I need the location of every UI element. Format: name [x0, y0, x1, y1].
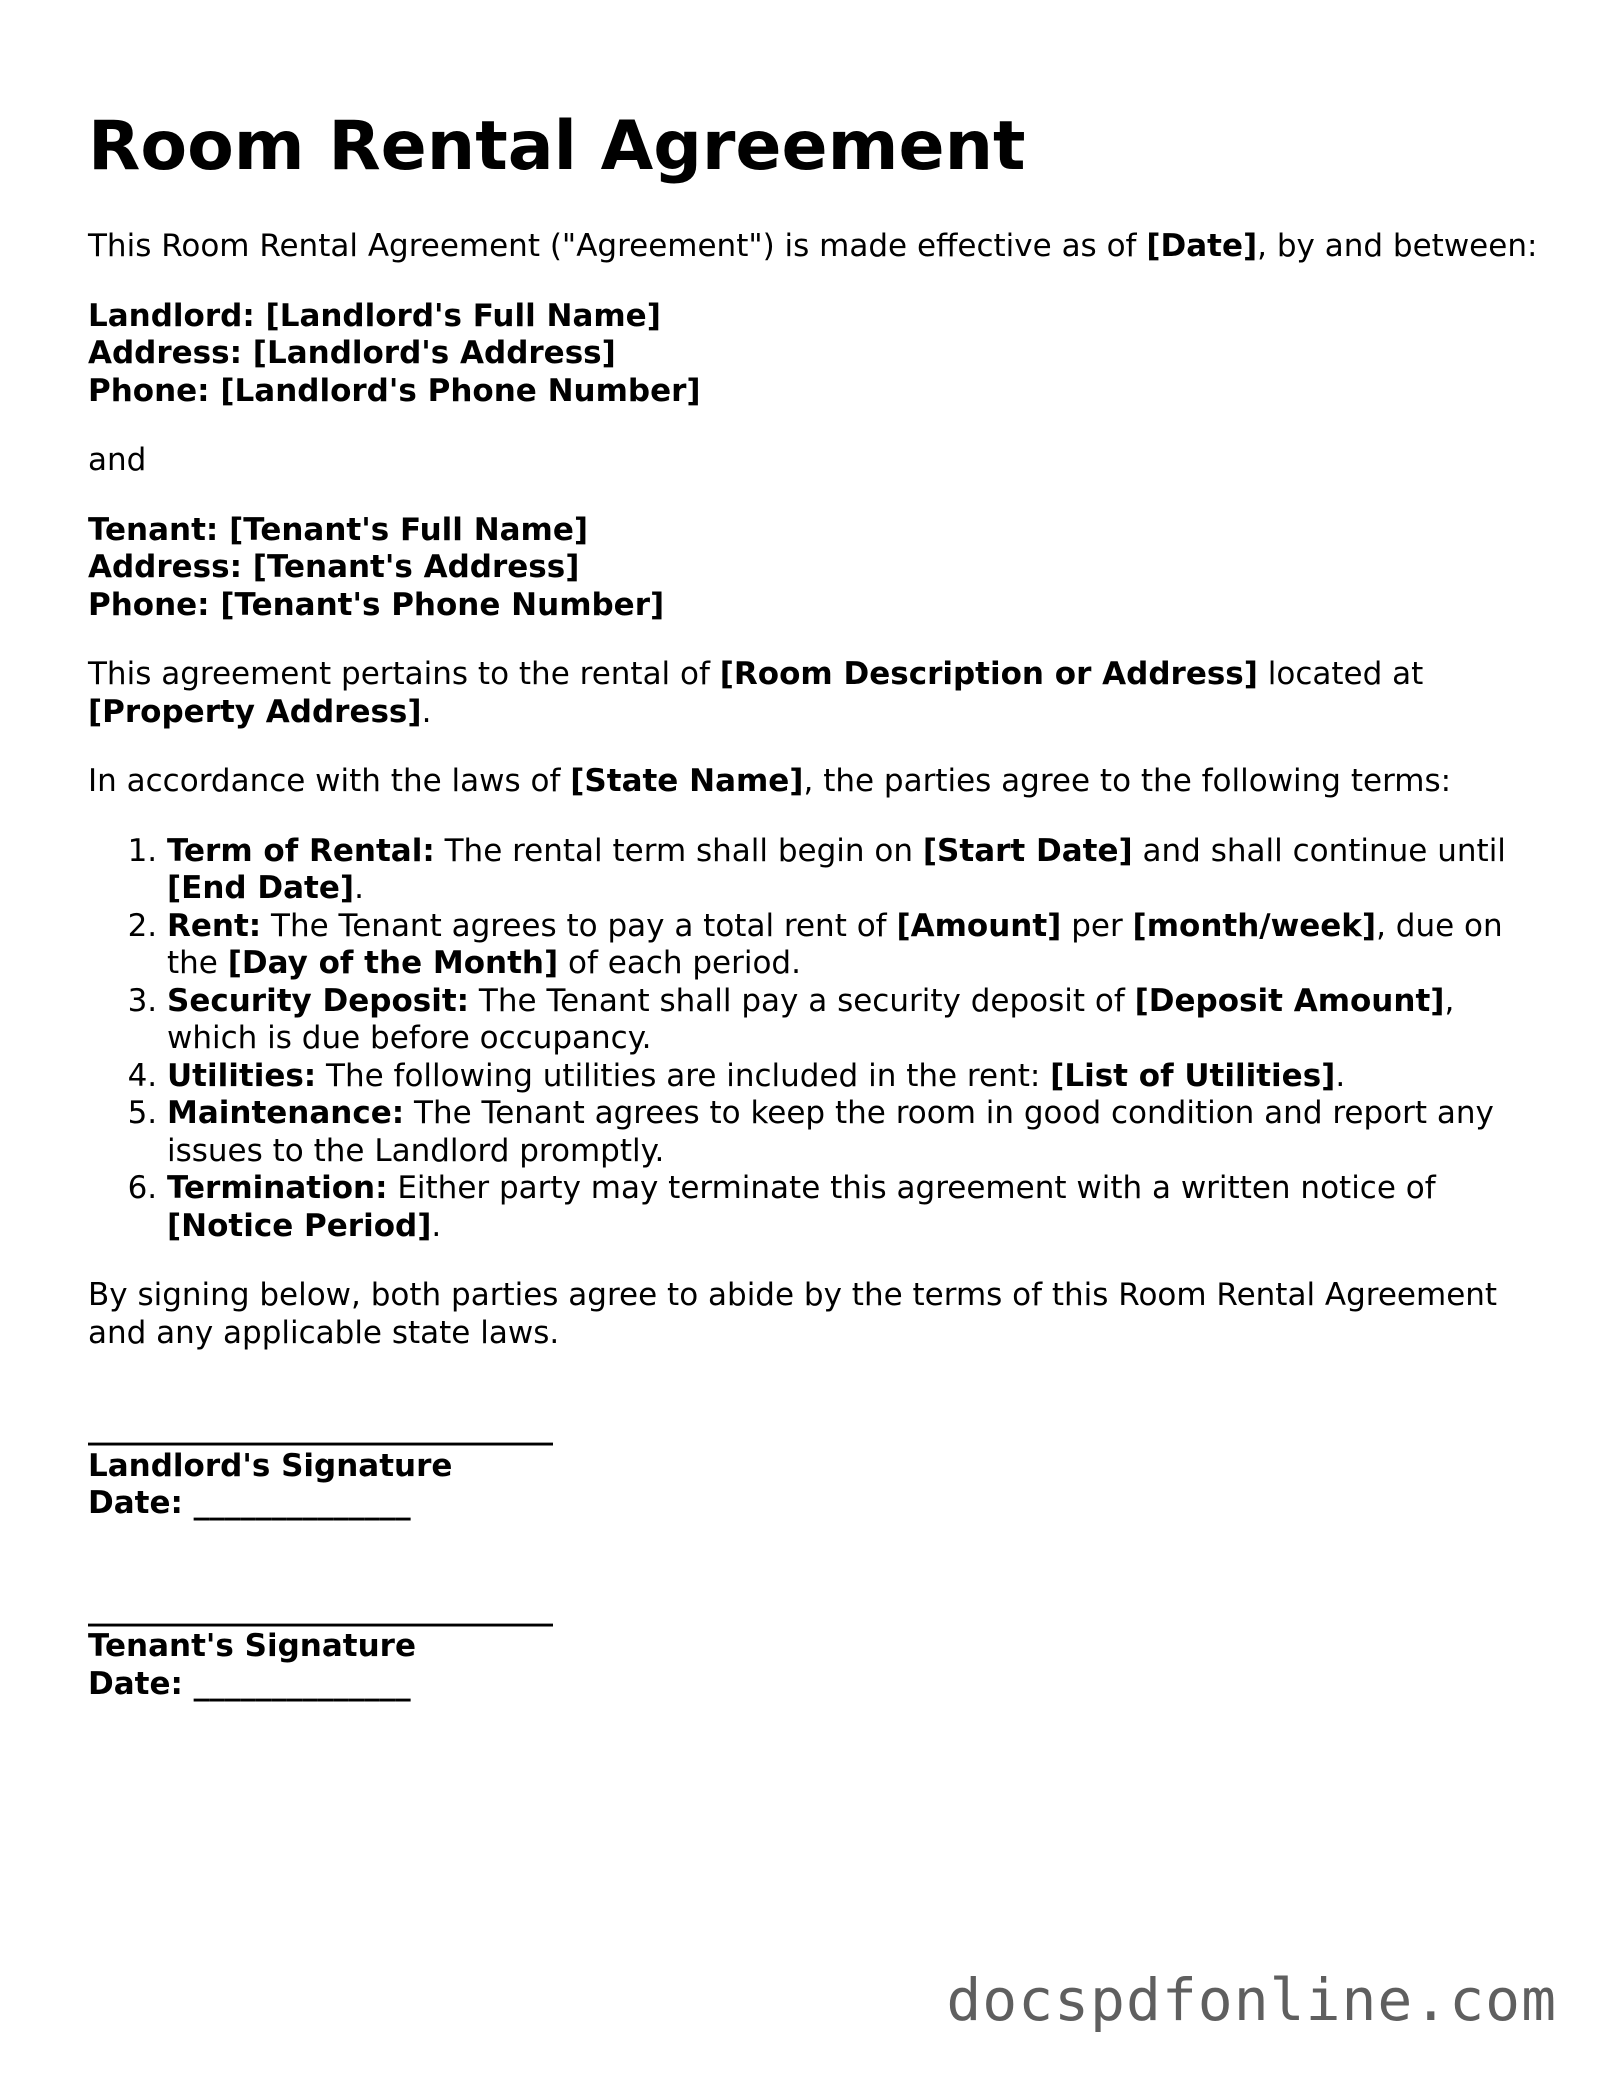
- landlord-signature-line: ______________________________: [88, 1410, 553, 1446]
- term-item-security-deposit: [167, 983, 1548, 1058]
- term-text: The Tenant agrees to keep the room in good condition and report any issues to the Landlord promptly.: [167, 1095, 1494, 1169]
- term-text: of each period.: [558, 945, 801, 981]
- tenant-name-line: Tenant: [Tenant's Full Name]: [88, 511, 589, 548]
- governing-law-text-before: In accordance with the laws of: [88, 763, 571, 799]
- tenant-signature-block: [88, 1591, 1548, 1704]
- governing-law-paragraph: [88, 763, 1548, 801]
- utilities-list-field: [List of Utilities]: [1050, 1057, 1336, 1094]
- term-text: The following utilities are included in the rent:: [316, 1057, 1051, 1094]
- term-item-maintenance: [167, 1095, 1548, 1170]
- term-heading: Utilities:: [167, 1057, 317, 1094]
- term-item-rental-term: [167, 833, 1548, 908]
- notice-period-field: [Notice Period]: [167, 1207, 432, 1244]
- term-text: The Tenant agrees to pay a total rent of: [261, 907, 897, 944]
- tenant-signature-label: Tenant's Signature: [88, 1628, 416, 1664]
- term-text: .: [354, 870, 364, 906]
- conjunction-text: and: [88, 442, 147, 478]
- tenant-address-line: Address: [Tenant's Address]: [88, 549, 580, 585]
- intro-paragraph: [88, 228, 1548, 266]
- term-text: , which is due before occupancy.: [167, 982, 1455, 1056]
- term-heading: Termination:: [167, 1170, 388, 1206]
- document-title: Room Rental Agreement: [88, 107, 1026, 186]
- governing-law-text-after: , the parties agree to the following terms:: [803, 763, 1452, 799]
- watermark: docspdfonline.com: [946, 1966, 1557, 2034]
- landlord-phone-line: Phone: [Landlord's Phone Number]: [88, 372, 701, 409]
- term-text: .: [431, 1207, 442, 1244]
- landlord-info: [88, 298, 1548, 411]
- premises-paragraph: [88, 656, 1548, 731]
- date-field: [Date]: [1146, 228, 1258, 264]
- deposit-amount-field: [Deposit Amount]: [1134, 982, 1445, 1019]
- landlord-signature-block: [88, 1410, 1548, 1523]
- landlord-address-line: Address: [Landlord's Address]: [88, 335, 616, 371]
- landlord-name-line: Landlord: [Landlord's Full Name]: [88, 297, 661, 334]
- term-text: , due on the: [167, 907, 1503, 981]
- end-date-field: [End Date]: [167, 870, 355, 906]
- tenant-signature-date: Date: ______________: [88, 1665, 411, 1702]
- property-address-field: [Property Address]: [88, 693, 422, 730]
- document-page: [88, 106, 1548, 1771]
- intro-text-after: , by and between:: [1257, 228, 1538, 264]
- premises-text-middle: located at: [1257, 656, 1424, 692]
- state-name-field: [State Name]: [570, 763, 804, 799]
- term-text: The rental term shall begin on: [434, 832, 923, 869]
- term-text: Either party may terminate this agreement with a written notice of: [387, 1170, 1436, 1206]
- room-description-field: [Room Description or Address]: [719, 656, 1258, 692]
- term-text: and shall continue until: [1132, 832, 1506, 869]
- term-heading: Rent:: [167, 907, 262, 944]
- term-item-termination: [167, 1170, 1548, 1245]
- term-item-rent: [167, 908, 1548, 983]
- rent-period-field: [month/week]: [1132, 907, 1377, 944]
- term-text: .: [1335, 1057, 1346, 1094]
- amount-field: [Amount]: [896, 907, 1062, 944]
- day-of-month-field: [Day of the Month]: [227, 945, 559, 981]
- start-date-field: [Start Date]: [922, 832, 1133, 869]
- landlord-signature-label: Landlord's Signature: [88, 1447, 453, 1484]
- tenant-phone-line: Phone: [Tenant's Phone Number]: [88, 586, 665, 623]
- term-heading: Maintenance:: [167, 1095, 405, 1131]
- tenant-info: [88, 512, 1548, 625]
- premises-text-after: .: [421, 693, 432, 730]
- term-text: per: [1061, 907, 1133, 944]
- intro-text-before: This Room Rental Agreement ("Agreement") is made effective as of: [88, 228, 1147, 264]
- tenant-signature-line: ______________________________: [88, 1590, 553, 1627]
- closing-paragraph: By signing below, both parties agree to abide by the terms of this Room Rental Agreement and any applicable state laws.: [88, 1277, 1498, 1351]
- term-item-utilities: [167, 1058, 1548, 1096]
- term-heading: Term of Rental:: [167, 832, 435, 869]
- terms-list: [88, 833, 1548, 1246]
- term-text: The Tenant shall pay a security deposit of: [469, 982, 1135, 1019]
- term-heading: Security Deposit:: [167, 982, 470, 1019]
- landlord-signature-date: Date: ______________: [88, 1485, 411, 1521]
- signature-section: [88, 1410, 1548, 1703]
- premises-text-before: This agreement pertains to the rental of: [88, 656, 720, 692]
